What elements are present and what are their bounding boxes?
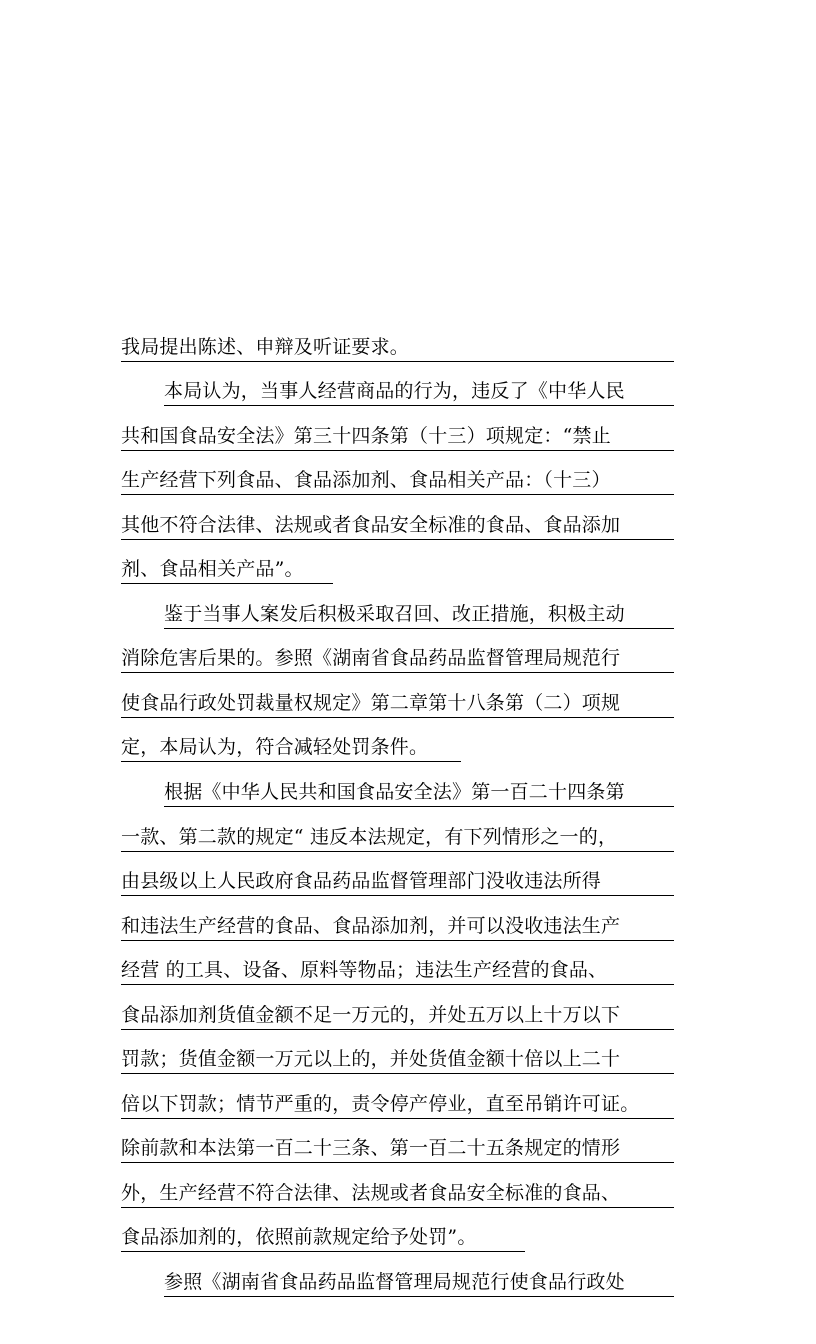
- text-line: [121, 852, 674, 897]
- line-text: 罚款；货值金额一万元以上的，并处货值金额十倍以上二十: [121, 1048, 621, 1071]
- line-text: 鉴于当事人案发后积极采取召回、改正措施，积极主动: [164, 602, 625, 625]
- document-body: [121, 317, 674, 1297]
- line-text: 定，本局认为，符合减轻处罚条件。: [121, 736, 429, 759]
- line-text: 食品添加剂的，依照前款规定给予处罚”。: [121, 1226, 477, 1249]
- text-line: [121, 406, 674, 451]
- text-line: [121, 629, 674, 674]
- text-line: [121, 985, 674, 1030]
- text-line: [121, 451, 674, 496]
- line-text: 使食品行政处罚裁量权规定》第二章第十八条第（二）项规: [121, 691, 621, 714]
- text-line: [121, 941, 674, 986]
- underline: [164, 1296, 674, 1297]
- text-line: [121, 1074, 674, 1119]
- line-text: 根据《中华人民共和国食品安全法》第一百二十四条第: [164, 781, 625, 804]
- line-text: 除前款和本法第一百二十三条、第一百二十五条规定的情形: [121, 1137, 621, 1160]
- text-line: [121, 495, 674, 540]
- line-text: 我局提出陈述、申辩及听证要求。: [121, 335, 410, 358]
- text-line: [121, 1252, 674, 1297]
- line-text: 一款、第二款的规定“ 违反本法规定，有下列情形之一的，: [121, 825, 618, 848]
- line-text: 参照《湖南省食品药品监督管理局规范行使食品行政处: [164, 1271, 625, 1294]
- line-text: 共和国食品安全法》第三十四条第（十三）项规定：“禁止: [121, 424, 611, 447]
- text-line: [121, 1030, 674, 1075]
- line-text: 倍以下罚款；情节严重的，责令停产停业，直至吊销许可证。: [121, 1092, 640, 1115]
- line-text: 由县级以上人民政府食品药品监督管理部门没收违法所得: [121, 870, 602, 893]
- text-line: [121, 807, 674, 852]
- text-line: [121, 1119, 674, 1164]
- line-text: 经营 的工具、设备、原料等物品；违法生产经营的食品、: [121, 959, 608, 982]
- text-line: [121, 540, 674, 585]
- text-line: [121, 1208, 674, 1253]
- text-line: [121, 584, 674, 629]
- line-text: 外，生产经营不符合法律、法规或者食品安全标准的食品、: [121, 1181, 621, 1204]
- line-text: 剂、食品相关产品”。: [121, 558, 304, 581]
- text-line: [121, 673, 674, 718]
- text-line: [121, 362, 674, 407]
- line-text: 和违法生产经营的食品、食品添加剂，并可以没收违法生产: [121, 914, 621, 937]
- line-text: 其他不符合法律、法规或者食品安全标准的食品、食品添加: [121, 513, 621, 536]
- text-line: [121, 762, 674, 807]
- line-text: 消除危害后果的。参照《湖南省食品药品监督管理局规范行: [121, 647, 621, 670]
- text-line: [121, 1163, 674, 1208]
- text-line: [121, 718, 674, 763]
- text-line: [121, 317, 674, 362]
- text-line: [121, 896, 674, 941]
- line-text: 食品添加剂货值金额不足一万元的，并处五万以上十万以下: [121, 1003, 621, 1026]
- line-text: 生产经营下列食品、食品添加剂、食品相关产品：（十三）: [121, 469, 611, 492]
- line-text: 本局认为，当事人经营商品的行为，违反了《中华人民: [164, 380, 625, 403]
